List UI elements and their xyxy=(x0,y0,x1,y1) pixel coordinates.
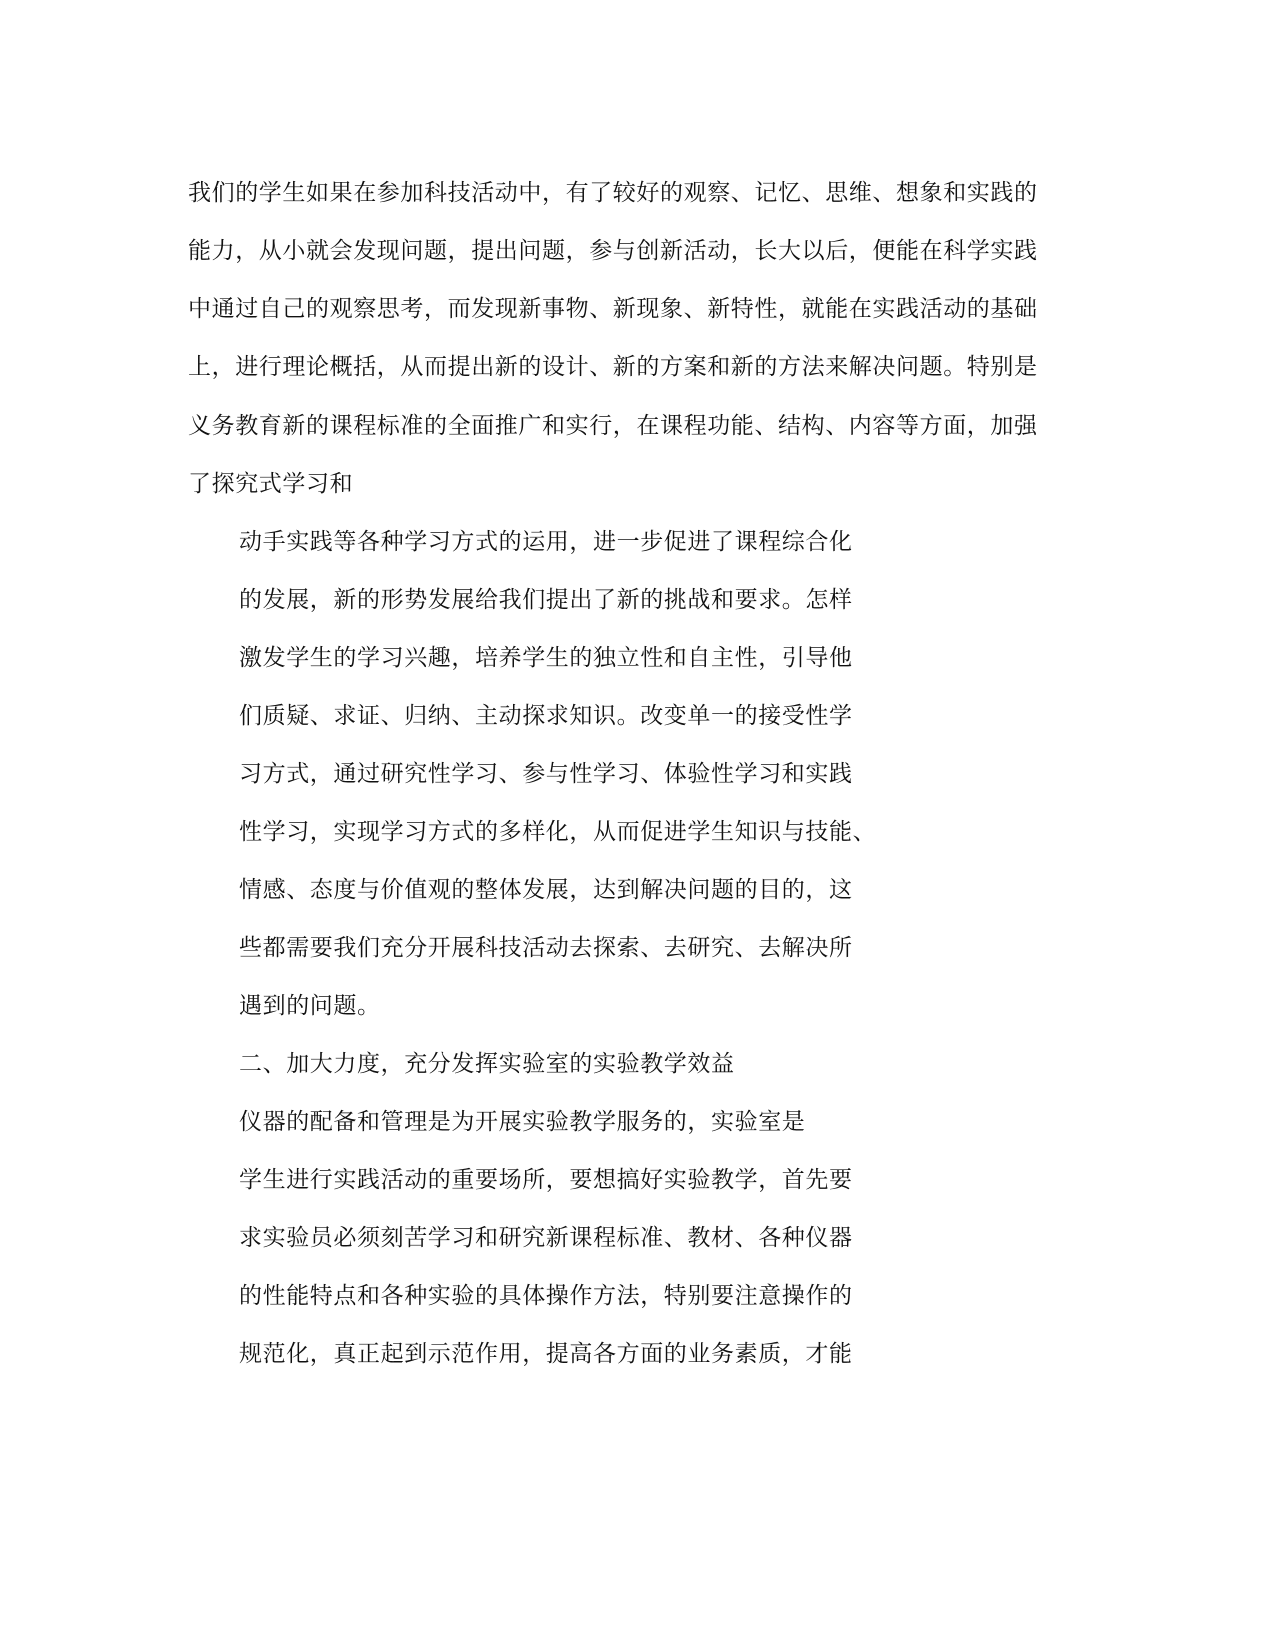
text-line: 们质疑、求证、归纳、主动探求知识。改变单一的接受性学 xyxy=(239,703,853,729)
text-line: 情感、态度与价值观的整体发展，达到解决问题的目的，这 xyxy=(239,877,853,903)
text-line: 求实验员必须刻苦学习和研究新课程标准、教材、各种仪器 xyxy=(239,1225,853,1251)
text-line: 学生进行实践活动的重要场所，要想搞好实验教学，首先要 xyxy=(239,1167,853,1193)
text-line: 仪器的配备和管理是为开展实验教学服务的，实验室是 xyxy=(239,1109,806,1135)
section-heading: 二、加大力度，充分发挥实验室的实验教学效益 xyxy=(239,1051,735,1077)
text-line: 些都需要我们充分开展科技活动去探索、去研究、去解决所 xyxy=(239,935,853,961)
text-line: 的发展，新的形势发展给我们提出了新的挑战和要求。怎样 xyxy=(239,587,853,613)
text-line: 我们的学生如果在参加科技活动中，有了较好的观察、记忆、思维、想象和实践的 xyxy=(188,180,1038,206)
text-line: 遇到的问题。 xyxy=(239,993,381,1019)
text-line: 了探究式学习和 xyxy=(188,471,354,497)
text-line: 习方式，通过研究性学习、参与性学习、体验性学习和实践 xyxy=(239,761,853,787)
text-line: 性学习，实现学习方式的多样化，从而促进学生知识与技能、 xyxy=(239,819,877,845)
text-line: 的性能特点和各种实验的具体操作方法，特别要注意操作的 xyxy=(239,1283,853,1309)
text-line: 能力，从小就会发现问题，提出问题，参与创新活动，长大以后，便能在科学实践 xyxy=(188,238,1038,264)
text-line: 义务教育新的课程标准的全面推广和实行，在课程功能、结构、内容等方面，加强 xyxy=(188,413,1038,439)
text-line: 上，进行理论概括，从而提出新的设计、新的方案和新的方法来解决问题。特别是 xyxy=(188,354,1038,380)
text-line: 中通过自己的观察思考，而发现新事物、新现象、新特性，就能在实践活动的基础 xyxy=(188,296,1038,322)
text-line: 激发学生的学习兴趣，培养学生的独立性和自主性，引导他 xyxy=(239,645,853,671)
text-line: 动手实践等各种学习方式的运用，进一步促进了课程综合化 xyxy=(239,529,853,555)
text-line: 规范化，真正起到示范作用，提高各方面的业务素质，才能 xyxy=(239,1341,853,1367)
